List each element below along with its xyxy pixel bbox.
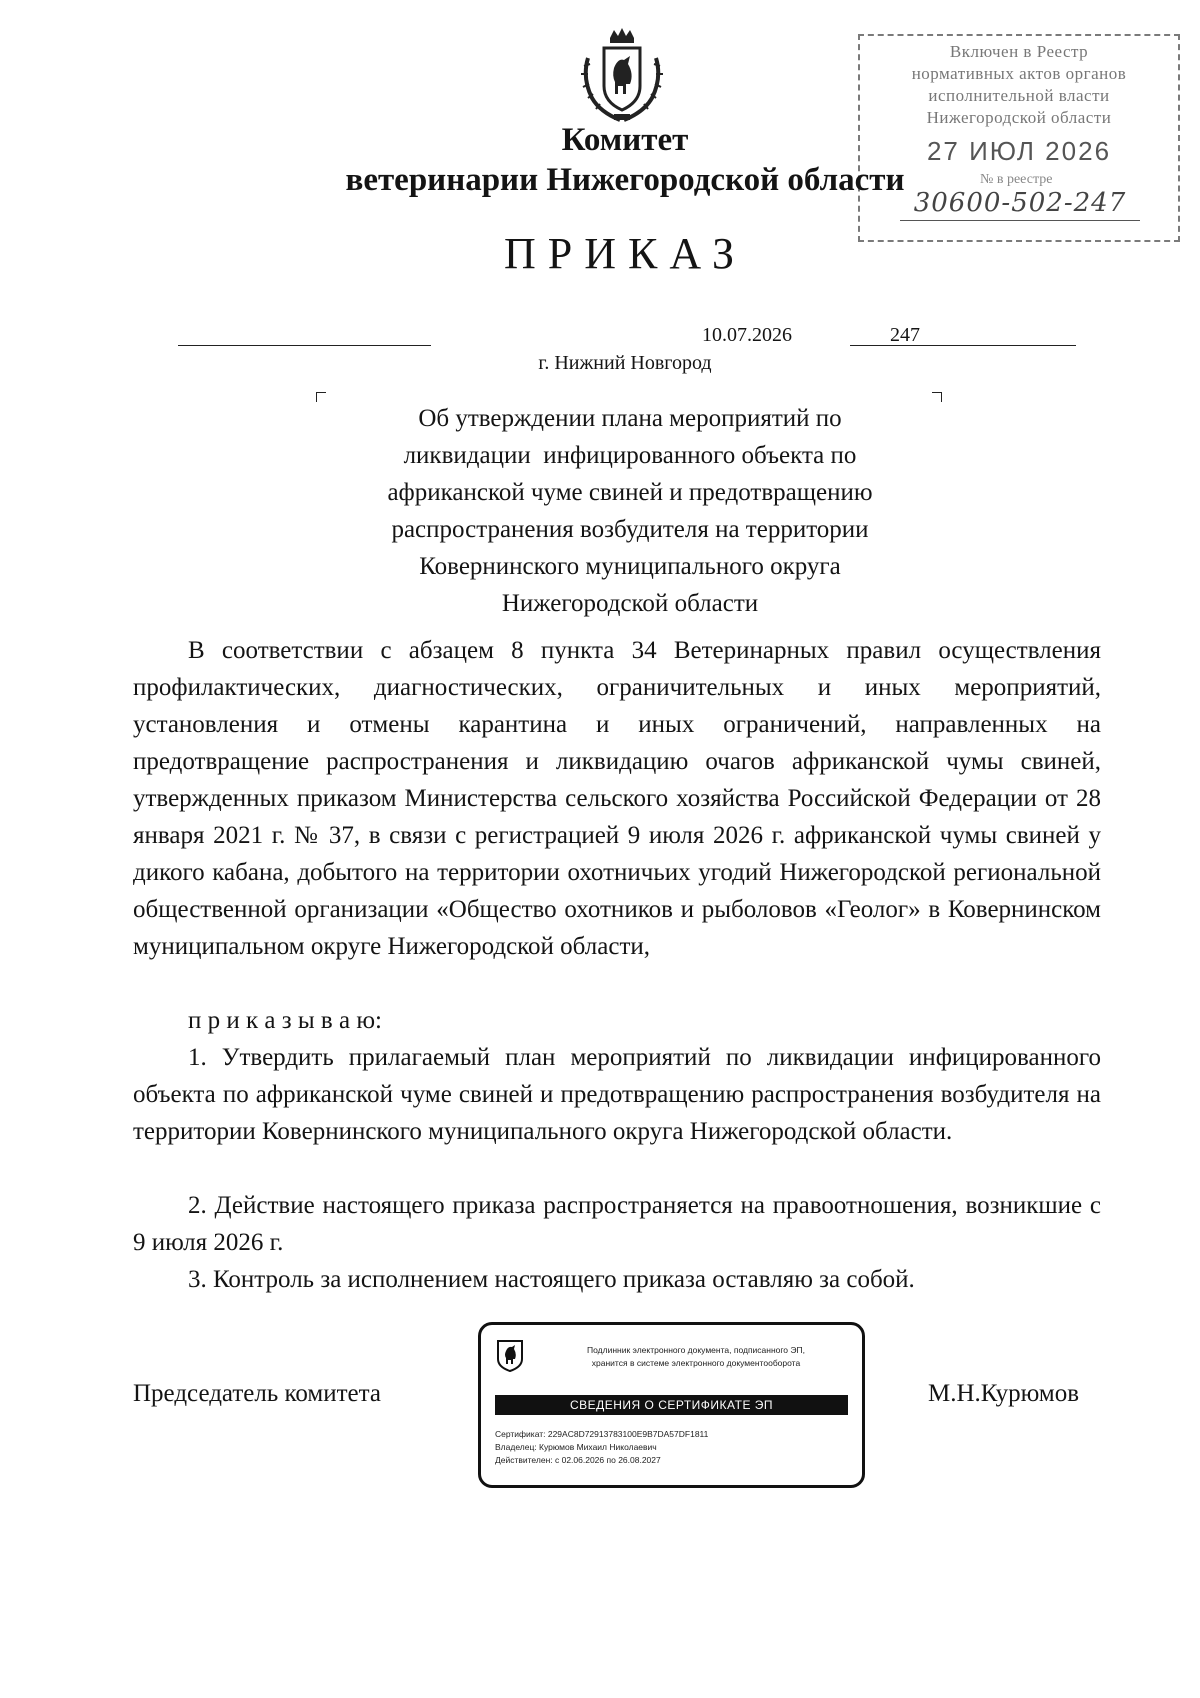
- title-corner-right: [932, 392, 942, 402]
- stamp-number-label: № в реестре: [980, 172, 1053, 187]
- order-word: п р и к а з ы в а ю:: [188, 1007, 382, 1034]
- title-line: Ковернинского муниципального округа: [419, 553, 841, 580]
- order-item-1: 1. Утвердить прилагаемый план мероприятий по ликвидации инфицированного объекта по африканской чуме свиней и предотвращению распространения возбудителя на территории Ковернинского муниципального округа Нижегородской области.: [133, 1044, 1101, 1145]
- emblem-icon: [495, 1337, 525, 1373]
- certificate-note-line1: Подлинник электронного документа, подписанного ЭП,: [587, 1345, 805, 1355]
- stamp-line-1: Включен в Реестр: [949, 42, 1089, 61]
- signatory-name: М.Н.Курюмов: [928, 1380, 1080, 1407]
- certificate-heading: СВЕДЕНИЯ О СЕРТИФИКАТЕ ЭП: [495, 1395, 848, 1415]
- document-title: [330, 400, 930, 622]
- stamp-registry-number: 30600-502-247: [913, 188, 1127, 218]
- number-underline: [850, 345, 1076, 346]
- certificate-owner: Владелец: Курюмов Михаил Николаевич: [495, 1442, 657, 1452]
- title-line: распространения возбудителя на территории: [391, 516, 869, 543]
- document-city: г. Нижний Новгород: [538, 352, 712, 374]
- stamp-line-3: исполнительной власти: [928, 86, 1110, 105]
- coat-of-arms-emblem: [580, 28, 664, 128]
- title-line: африканской чуме свиней и предотвращению: [387, 479, 873, 506]
- organization-name-line2: ветеринарии Нижегородской области: [345, 162, 905, 198]
- certificate-serial: Сертификат: 229AC8D72913783100E9B7DA57DF1811: [495, 1429, 709, 1439]
- order-item-3: 3. Контроль за исполнением настоящего приказа оставляю за собой.: [188, 1266, 915, 1293]
- order-item-2: 2. Действие настоящего приказа распространяется на правоотношения, возникшие с 9 июля 2026 г.: [133, 1192, 1101, 1256]
- certificate-note-line2: хранится в системе электронного документооборота: [591, 1358, 801, 1368]
- title-line: Нижегородской области: [501, 590, 759, 617]
- stamp-date: 27 ИЮЛ 2026: [926, 136, 1112, 166]
- blank-line-left: [178, 345, 431, 346]
- signatory-position: Председатель комитета: [133, 1380, 381, 1407]
- stamp-line-4: Нижегородской области: [926, 108, 1112, 127]
- title-line: ликвидации инфицированного объекта по: [403, 442, 857, 469]
- document-number: 247: [890, 324, 920, 346]
- organization-name-line1: Комитет: [561, 122, 689, 158]
- stamp-line-2: нормативных актов органов: [911, 64, 1127, 83]
- document-type: ПРИКАЗ: [503, 229, 747, 278]
- certificate-validity: Действителен: с 02.06.2026 по 26.08.2027: [495, 1455, 661, 1465]
- preamble-paragraph: В соответствии с абзацем 8 пункта 34 Ветеринарных правил осуществления профилактических, диагностических, ограничительных и иных мероприятий, установления и отмены карантина и иных ограничений, направленных на предотвращение распространения и ликвидацию очагов африканской чумы свиней, утвержденных приказом Министерства сельского хозяйства Российской Федерации от 28 января 2021 г. № 37, в связи с регистрацией 9 июля 2026 г. африканской чумы свиней у дикого кабана, добытого на территории охотничьих угодий Нижегородской региональной общественной организации «Общество охотников и рыболовов «Геолог» в Ковернинском муниципальном округе Нижегородской области,: [133, 637, 1101, 960]
- title-line: Об утверждении плана мероприятий по: [418, 405, 842, 432]
- title-corner-left: [316, 392, 326, 402]
- e-signature-certificate: [478, 1322, 865, 1488]
- document-date: 10.07.2026: [702, 324, 792, 346]
- stamp-number-underline: [900, 220, 1140, 221]
